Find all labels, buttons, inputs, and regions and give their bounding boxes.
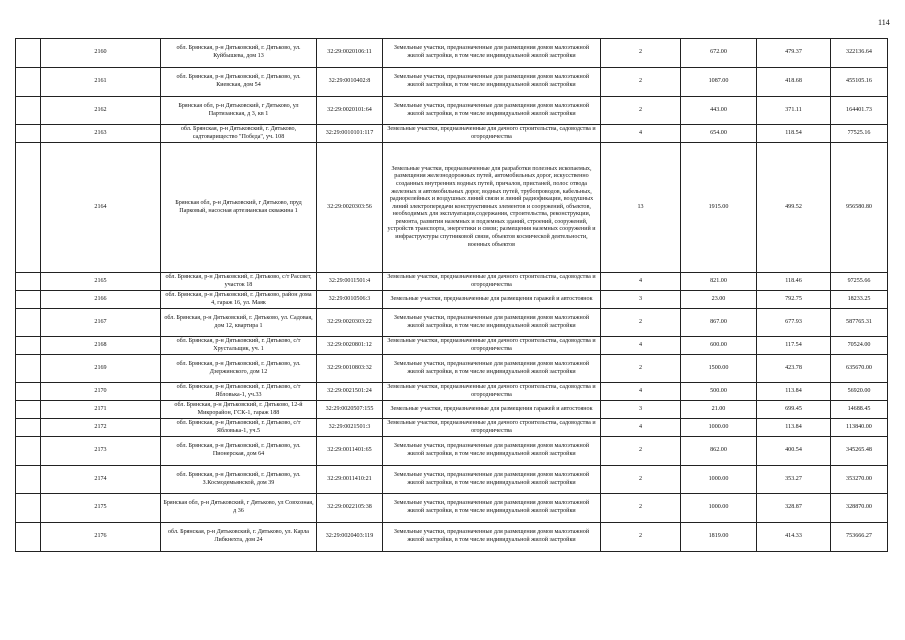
area-cell: 867.00: [681, 309, 757, 337]
specific-value-cell: 699.45: [757, 401, 831, 419]
group-cell: 2: [601, 97, 681, 125]
table-row: [16, 494, 888, 523]
margin-cell: [16, 68, 41, 97]
group-cell: 2: [601, 523, 681, 552]
cadastral-number-cell: 32:29:0020303:22: [317, 309, 383, 337]
specific-value-cell: 479.37: [757, 39, 831, 68]
table-row: [16, 466, 888, 494]
cadastral-number-cell: 32:29:0010506:3: [317, 291, 383, 309]
area-cell: 672.00: [681, 39, 757, 68]
row-number: 2163: [41, 125, 161, 143]
group-cell: 2: [601, 309, 681, 337]
area-cell: 862.00: [681, 437, 757, 466]
margin-cell: [16, 125, 41, 143]
cadastral-value-cell: 635670.00: [831, 355, 888, 383]
table-row: [16, 383, 888, 401]
margin-cell: [16, 401, 41, 419]
cadastral-number-cell: 32:29:0020507:155: [317, 401, 383, 419]
specific-value-cell: 423.78: [757, 355, 831, 383]
row-number: 2166: [41, 291, 161, 309]
cadastral-number-cell: 32:29:0010402:8: [317, 68, 383, 97]
land-use-cell: Земельные участки, предназначенные для размещения гаражей и автостоянок: [383, 291, 601, 309]
address-cell: обл. Брянская, р-н Дятьковский, г. Дятьково, ул. Карла Либкнехта, дом 24: [161, 523, 317, 552]
land-use-cell: Земельные участки, предназначенные для размещения домов малоэтажной жилой застройки, в том числе индивидуальной жилой застройки: [383, 355, 601, 383]
land-use-cell: Земельные участки, предназначенные для размещения домов малоэтажной жилой застройки, в том числе индивидуальной жилой застройки: [383, 68, 601, 97]
cadastral-number-cell: 32:29:0020101:64: [317, 97, 383, 125]
land-use-cell: Земельные участки, предназначенные для дачного строительства, садоводства и огородничества: [383, 419, 601, 437]
table-row: [16, 437, 888, 466]
group-cell: 2: [601, 355, 681, 383]
cadastral-value-cell: 164401.73: [831, 97, 888, 125]
address-cell: обл. Брянская, р-н Дятьковский, г. Дятьково, садтоварищество "Победа", уч. 108: [161, 125, 317, 143]
address-cell: обл. Брянская, р-н Дятьковский, г. Дятьково, ул. З.Космодемьянской, дом 39: [161, 466, 317, 494]
cadastral-value-cell: 345265.48: [831, 437, 888, 466]
row-number: 2168: [41, 337, 161, 355]
specific-value-cell: 418.68: [757, 68, 831, 97]
row-number: 2161: [41, 68, 161, 97]
address-cell: Брянская обл, р-н Дятьковский, г Дятьково, пруд Парковый, насосная артезианская скважина 1: [161, 143, 317, 273]
area-cell: 654.00: [681, 125, 757, 143]
land-use-cell: Земельные участки, предназначенные для дачного строительства, садоводства и огородничества: [383, 383, 601, 401]
land-use-cell: Земельные участки, предназначенные для размещения домов малоэтажной жилой застройки, в том числе индивидуальной жилой застройки: [383, 523, 601, 552]
table-row: [16, 97, 888, 125]
specific-value-cell: 677.93: [757, 309, 831, 337]
table-row: [16, 309, 888, 337]
address-cell: обл. Брянская, р-н Дятьковский, г. Дятьково, с/т Ябловька-1, уч.5: [161, 419, 317, 437]
cadastral-number-cell: 32:29:0020106:11: [317, 39, 383, 68]
table-body: [16, 39, 888, 552]
address-cell: Брянская обл, р-н Дятьковский, г Дятьково, ул Партизанская, д 3, кв 1: [161, 97, 317, 125]
group-cell: 4: [601, 419, 681, 437]
land-use-cell: Земельные участки, предназначенные для разработки полезных ископаемых, размещения железнодорожных путей, автомобильных дорог, искусственно созданных внутренних водных путей, причалов, пристаней, полос отвода железных и автомобильных дорог, водных путей, трубопроводов, кабельных, радиорелейных и воздушных линий связи и линий радиофикации, воздушных линий электропередачи конструктивных элементов и сооружений, объектов, необходимых для эксплуатации,содержания, строительства, реконструкции, ремонта, развития наземных и подземных зданий, строений, сооружений, устройств транспорта, энергетики и связи; размещения наземных сооружений и инфраструктуры спутниковой связи, объектов космической деятельности, военных объектов: [383, 143, 601, 273]
area-cell: 500.00: [681, 383, 757, 401]
cadastral-value-cell: 56920.00: [831, 383, 888, 401]
cadastral-number-cell: 32:29:0010101:117: [317, 125, 383, 143]
row-number: 2160: [41, 39, 161, 68]
table-row: [16, 291, 888, 309]
cadastral-number-cell: 32:29:0021501:24: [317, 383, 383, 401]
group-cell: 2: [601, 494, 681, 523]
group-cell: 13: [601, 143, 681, 273]
table-row: [16, 125, 888, 143]
address-cell: обл. Брянская, р-н Дятьковский, г. Дятьково, ул. Пионерская, дом 64: [161, 437, 317, 466]
table-row: [16, 401, 888, 419]
row-number: 2170: [41, 383, 161, 401]
cadastral-value-cell: 956580.80: [831, 143, 888, 273]
area-cell: 1500.00: [681, 355, 757, 383]
land-use-cell: Земельные участки, предназначенные для размещения домов малоэтажной жилой застройки, в том числе индивидуальной жилой застройки: [383, 494, 601, 523]
margin-cell: [16, 523, 41, 552]
margin-cell: [16, 39, 41, 68]
land-use-cell: Земельные участки, предназначенные для размещения гаражей и автостоянок: [383, 401, 601, 419]
area-cell: 1000.00: [681, 419, 757, 437]
cadastral-number-cell: 32:29:0020303:56: [317, 143, 383, 273]
row-number: 2169: [41, 355, 161, 383]
address-cell: обл. Брянская, р-н Дятьковский, г. Дятьково, ул. Куйбышева, дом 13: [161, 39, 317, 68]
cadastral-value-cell: 328870.00: [831, 494, 888, 523]
area-cell: 1000.00: [681, 494, 757, 523]
margin-cell: [16, 494, 41, 523]
group-cell: 2: [601, 437, 681, 466]
cadastral-value-cell: 18233.25: [831, 291, 888, 309]
margin-cell: [16, 419, 41, 437]
cadastral-number-cell: 32:29:0020801:12: [317, 337, 383, 355]
cadastral-number-cell: 32:29:0010803:32: [317, 355, 383, 383]
land-use-cell: Земельные участки, предназначенные для размещения домов малоэтажной жилой застройки, в том числе индивидуальной жилой застройки: [383, 39, 601, 68]
cadastral-number-cell: 32:29:0022105:38: [317, 494, 383, 523]
specific-value-cell: 113.84: [757, 383, 831, 401]
address-cell: обл. Брянская, р-н Дятьковский, г. Дятьково, ул. Садовая, дом 12, квартира 1: [161, 309, 317, 337]
address-cell: Брянская обл, р-н Дятьковский, г Дятьково, ул Совхозная, д 36: [161, 494, 317, 523]
table-row: [16, 355, 888, 383]
address-cell: обл. Брянская, р-н Дятьковский, г. Дятьково, с/т Рассвет, участок 18: [161, 273, 317, 291]
group-cell: 3: [601, 291, 681, 309]
land-use-cell: Земельные участки, предназначенные для дачного строительства, садоводства и огородничества: [383, 273, 601, 291]
land-use-cell: Земельные участки, предназначенные для размещения домов малоэтажной жилой застройки, в том числе индивидуальной жилой застройки: [383, 97, 601, 125]
margin-cell: [16, 273, 41, 291]
margin-cell: [16, 309, 41, 337]
address-cell: обл. Брянская, р-н Дятьковский, г. Дятьково, с/т Хрустальщик, уч. 1: [161, 337, 317, 355]
table-row: [16, 337, 888, 355]
table-row: [16, 273, 888, 291]
cadastral-value-cell: 587765.31: [831, 309, 888, 337]
cadastral-value-cell: 77525.16: [831, 125, 888, 143]
group-cell: 2: [601, 68, 681, 97]
specific-value-cell: 353.27: [757, 466, 831, 494]
specific-value-cell: 118.46: [757, 273, 831, 291]
margin-cell: [16, 383, 41, 401]
area-cell: 1000.00: [681, 466, 757, 494]
cadastral-number-cell: 32:29:0021501:3: [317, 419, 383, 437]
specific-value-cell: 117.54: [757, 337, 831, 355]
group-cell: 4: [601, 125, 681, 143]
address-cell: обл. Брянская, р-н Дятьковский, г. Дятьково, с/т Ябловька-1, уч.33: [161, 383, 317, 401]
row-number: 2167: [41, 309, 161, 337]
group-cell: 4: [601, 383, 681, 401]
cadastral-value-table: [15, 38, 888, 552]
table-row: [16, 39, 888, 68]
cadastral-value-cell: 455105.16: [831, 68, 888, 97]
specific-value-cell: 371.11: [757, 97, 831, 125]
cadastral-value-cell: 97255.66: [831, 273, 888, 291]
specific-value-cell: 328.87: [757, 494, 831, 523]
cadastral-value-cell: 322136.64: [831, 39, 888, 68]
row-number: 2176: [41, 523, 161, 552]
area-cell: 1819.00: [681, 523, 757, 552]
land-use-cell: Земельные участки, предназначенные для размещения домов малоэтажной жилой застройки, в том числе индивидуальной жилой застройки: [383, 466, 601, 494]
area-cell: 1915.00: [681, 143, 757, 273]
address-cell: обл. Брянская, р-н Дятьковский, г. Дятьково, район дома 4, гараж 16, ул. Маяк: [161, 291, 317, 309]
specific-value-cell: 792.75: [757, 291, 831, 309]
area-cell: 1087.00: [681, 68, 757, 97]
cadastral-number-cell: 32:29:0020403:119: [317, 523, 383, 552]
land-use-cell: Земельные участки, предназначенные для дачного строительства, садоводства и огородничества: [383, 337, 601, 355]
group-cell: 2: [601, 39, 681, 68]
area-cell: 23.00: [681, 291, 757, 309]
specific-value-cell: 414.33: [757, 523, 831, 552]
cadastral-value-cell: 113840.00: [831, 419, 888, 437]
cadastral-number-cell: 32:29:0011410:21: [317, 466, 383, 494]
margin-cell: [16, 143, 41, 273]
address-cell: обл. Брянская, р-н Дятьковский, г. Дятьково, 12-й Микрорайон, ГСК-1, гараж 188: [161, 401, 317, 419]
land-use-cell: Земельные участки, предназначенные для дачного строительства, садоводства и огородничества: [383, 125, 601, 143]
cadastral-value-cell: 353270.00: [831, 466, 888, 494]
row-number: 2172: [41, 419, 161, 437]
area-cell: 443.00: [681, 97, 757, 125]
table-row: [16, 68, 888, 97]
group-cell: 4: [601, 337, 681, 355]
cadastral-number-cell: 32:29:0011401:65: [317, 437, 383, 466]
margin-cell: [16, 97, 41, 125]
specific-value-cell: 400.54: [757, 437, 831, 466]
area-cell: 600.00: [681, 337, 757, 355]
row-number: 2171: [41, 401, 161, 419]
row-number: 2162: [41, 97, 161, 125]
table-row: [16, 523, 888, 552]
address-cell: обл. Брянская, р-н Дятьковский, г. Дятьково, ул. Дзержинского, дом 12: [161, 355, 317, 383]
table-row: [16, 143, 888, 273]
row-number: 2165: [41, 273, 161, 291]
specific-value-cell: 118.54: [757, 125, 831, 143]
specific-value-cell: 113.84: [757, 419, 831, 437]
cadastral-value-cell: 70524.00: [831, 337, 888, 355]
margin-cell: [16, 337, 41, 355]
group-cell: 3: [601, 401, 681, 419]
land-use-cell: Земельные участки, предназначенные для размещения домов малоэтажной жилой застройки, в том числе индивидуальной жилой застройки: [383, 437, 601, 466]
row-number: 2175: [41, 494, 161, 523]
row-number: 2173: [41, 437, 161, 466]
land-use-cell: Земельные участки, предназначенные для размещения домов малоэтажной жилой застройки, в том числе индивидуальной жилой застройки: [383, 309, 601, 337]
address-cell: обл. Брянская, р-н Дятьковский, г. Дятьково, ул. Киевская, дом 54: [161, 68, 317, 97]
row-number: 2164: [41, 143, 161, 273]
margin-cell: [16, 291, 41, 309]
area-cell: 821.00: [681, 273, 757, 291]
specific-value-cell: 499.52: [757, 143, 831, 273]
group-cell: 2: [601, 466, 681, 494]
table-row: [16, 419, 888, 437]
cadastral-value-cell: 14688.45: [831, 401, 888, 419]
page-number: 114: [878, 18, 890, 27]
margin-cell: [16, 466, 41, 494]
area-cell: 21.00: [681, 401, 757, 419]
margin-cell: [16, 355, 41, 383]
row-number: 2174: [41, 466, 161, 494]
group-cell: 4: [601, 273, 681, 291]
margin-cell: [16, 437, 41, 466]
cadastral-value-cell: 753666.27: [831, 523, 888, 552]
cadastral-number-cell: 32:29:0011501:4: [317, 273, 383, 291]
